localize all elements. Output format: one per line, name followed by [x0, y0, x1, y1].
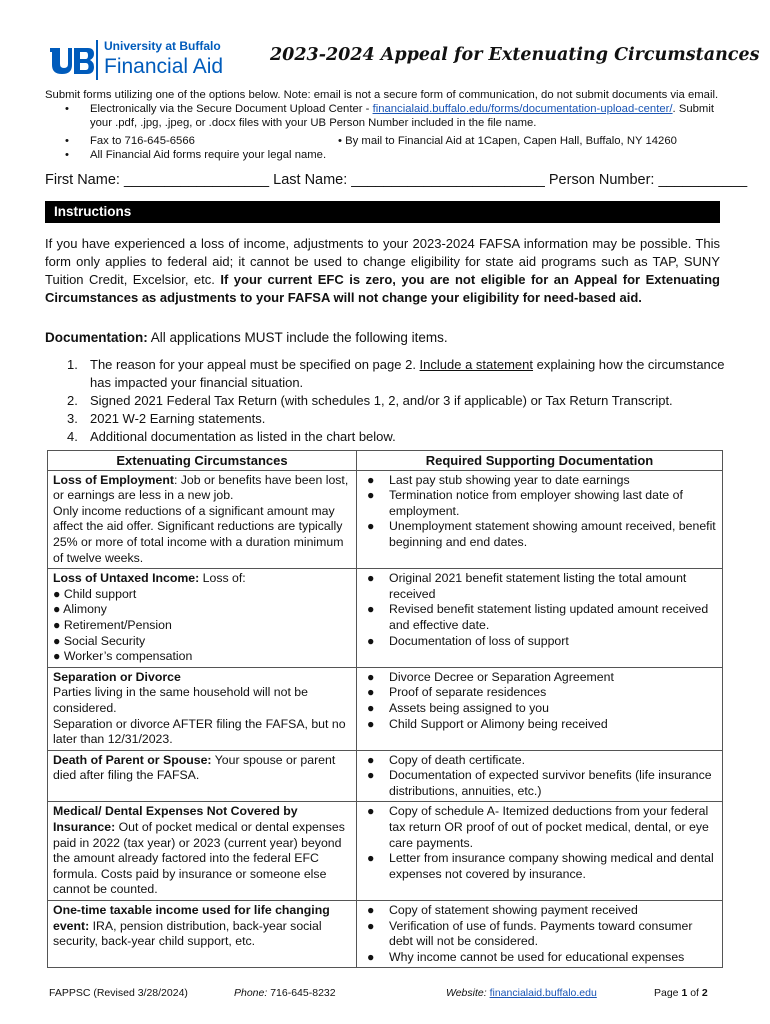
- circumstances-table: [47, 450, 723, 968]
- table-row: [48, 750, 723, 802]
- logo-university-name: University at Buffalo: [104, 39, 221, 53]
- table-row: [48, 901, 723, 968]
- circumstance-cell: One-time taxable income used for life changing event: IRA, pension distribution, back-year social security, back-year child support, etc.: [48, 901, 357, 968]
- documentation-cell: ● Copy of death certificate. ● Documentation of expected survivor benefits (life insurance distributions, annuities, etc.): [357, 750, 723, 802]
- upload-center-link[interactable]: financialaid.buffalo.edu/forms/documentation-upload-center/: [372, 103, 673, 115]
- page-number: Page 1 of 2: [654, 987, 708, 999]
- circumstance-cell: Separation or Divorce Parties living in the same household will not be considered. Separation or divorce AFTER filing the FAFSA, but no later than 12/31/2023.: [48, 667, 357, 750]
- table-row: [48, 470, 723, 569]
- circumstance-cell: Loss of Untaxed Income: Loss of: ● Child support ● Alimony ● Retirement/Pension ● Social Security ● Worker’s compensation: [48, 569, 357, 668]
- ub-logo-icon: [50, 48, 94, 74]
- circumstance-cell: Death of Parent or Spouse: Your spouse or parent died after filing the FAFSA.: [48, 750, 357, 802]
- document-title: 2023-2024 Appeal for Extenuating Circumstances: [270, 45, 760, 65]
- signature-note: • All Financial Aid forms require your legal name.: [65, 149, 327, 161]
- documentation-list: [67, 356, 727, 446]
- table-row: [48, 802, 723, 901]
- bullet-icon: •: [65, 149, 69, 161]
- documentation-cell: ● Copy of schedule A- Itemized deductions from your federal tax return OR proof of out of pocket medical, dental, or eye care payments. ● Letter from insurance company showing medical and dental expenses not covered by insurance.: [357, 802, 723, 901]
- student-name-fields[interactable]: First Name: __________________ Last Name: ________________________ Person Number: ___________: [45, 172, 748, 188]
- table-row: [48, 569, 723, 668]
- circumstance-cell: Loss of Employment: Job or benefits have been lost, or earnings are less in a new job. Only income reductions of a significant amount may affect the aid offer. Significant reductions are typically 25% or more of total income with a duration minimum of twelve weeks.: [48, 470, 357, 569]
- ub-financial-aid-logo: [48, 36, 228, 84]
- documentation-heading: Documentation: All applications MUST include the following items.: [45, 330, 448, 345]
- list-item: 4. Additional documentation as listed in the chart below.: [67, 429, 396, 444]
- bullet-icon: •: [65, 103, 69, 115]
- mail-option: • By mail to Financial Aid at 1Capen, Capen Hall, Buffalo, NY 14260: [338, 135, 677, 147]
- documentation-cell: ● Divorce Decree or Separation Agreement ● Proof of separate residences ● Assets being assigned to you ● Child Support or Alimony being received: [357, 667, 723, 750]
- circumstance-cell: Medical/ Dental Expenses Not Covered by Insurance: Out of pocket medical or dental expenses paid in 2022 (tax year) or 2023 (current year) beyond the amount already factored into the federal EFC formula. Costs paid by insurance or someone else cannot be counted.: [48, 802, 357, 901]
- documentation-cell: ● Original 2021 benefit statement listing the total amount received ● Revised benefit statement listing updated amount received and effective date. ● Documentation of loss of support: [357, 569, 723, 668]
- instructions-heading: Instructions: [45, 201, 720, 223]
- footer-phone: Phone: 716-645-8232: [234, 987, 336, 999]
- footer-website: Website: financialaid.buffalo.edu: [446, 987, 597, 999]
- table-row: [48, 667, 723, 750]
- documentation-cell: ● Last pay stub showing year to date earnings ● Termination notice from employer showing last date of employment. ● Unemployment statement showing amount received, benefit beginning and end dates.: [357, 470, 723, 569]
- logo-department-name: Financial Aid: [104, 55, 224, 78]
- page-header: [48, 36, 760, 86]
- submission-options: [45, 88, 735, 162]
- website-link[interactable]: financialaid.buffalo.edu: [489, 987, 597, 999]
- documentation-cell: ● Copy of statement showing payment received ● Verification of use of funds. Payments toward consumer debt will not be considered. ● Why income cannot be used for educational expenses: [357, 901, 723, 968]
- fax-option: • Fax to 716-645-6566 • By mail to Financial Aid at 1Capen, Capen Hall, Buffalo, NY 14260: [65, 135, 677, 147]
- column-header: Extenuating Circumstances: [48, 451, 357, 471]
- instructions-paragraph: If you have experienced a loss of income, adjustments to your 2023-2024 FAFSA information may be possible. This form only applies to federal aid; it cannot be used to change eligibility for state aid programs such as TAP, SUNY Tuition Credit, Excelsior, etc. If your current EFC is zero, you are not eligible for an Appeal for Extenuating Circumstances as adjustments to your FAFSA will not change your eligibility for need-based aid.: [45, 236, 721, 305]
- logo-divider: [96, 40, 98, 80]
- form-id: FAPPSC (Revised 3/28/2024): [49, 987, 188, 999]
- bullet-icon: •: [65, 135, 69, 147]
- list-item: 1. The reason for your appeal must be specified on page 2. Include a statement explaining how the circumstance has impacted your financial situation.: [67, 357, 725, 390]
- submission-intro: Submit forms utilizing one of the options below. Note: email is not a secure form of communication, do not submit documents via email.: [45, 89, 719, 101]
- upload-option: • Electronically via the Secure Document Upload Center - financialaid.buffalo.edu/forms/documentation-upload-center/. Submit your .pdf, .jpg, .jpeg, or .docx files with your UB Person Number included in the file name.: [65, 103, 714, 129]
- table-header-row: [48, 451, 723, 471]
- column-header: Required Supporting Documentation: [357, 451, 723, 471]
- list-item: 3. 2021 W-2 Earning statements.: [67, 411, 266, 426]
- list-item: 2. Signed 2021 Federal Tax Return (with schedules 1, 2, and/or 3 if applicable) or Tax Return Transcript.: [67, 393, 673, 408]
